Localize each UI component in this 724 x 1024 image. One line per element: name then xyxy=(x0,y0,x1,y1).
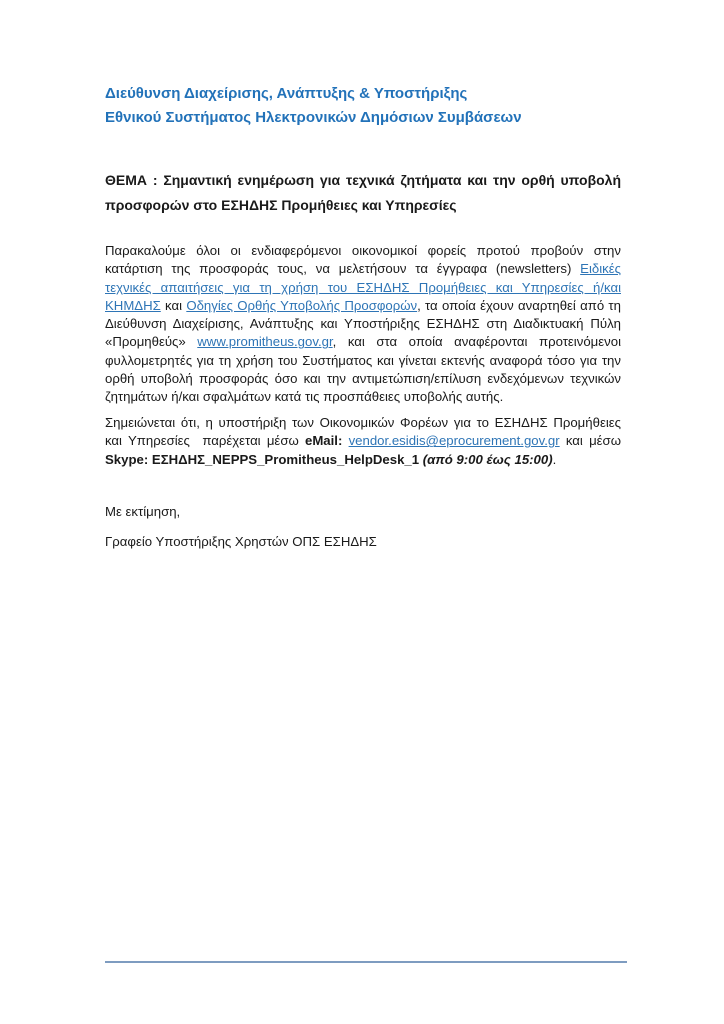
text-segment: (από 9:00 έως 15:00) xyxy=(422,451,553,467)
text-segment: . xyxy=(552,451,557,467)
letterhead-line-1: Διεύθυνση Διαχείρισης, Ανάπτυξης & Υποστήριξης xyxy=(105,85,468,102)
text-segment: και xyxy=(160,297,187,313)
link-vendor-esidis-email[interactable]: vendor.esidis@eprocurement.gov.gr xyxy=(348,433,560,449)
closing-signature: Γραφείο Υποστήριξης Χρηστών ΟΠΣ ΕΣΗΔΗΣ xyxy=(105,534,377,549)
link-odigies-orthis-ypovolis-prosforon[interactable]: Οδηγίες Ορθής Υποβολής Προσφορών xyxy=(186,297,418,313)
text-segment: Παρακαλούμε όλοι οι ενδιαφερόμενοι οικονομικοί φορείς προτού προβούν στην κατάρτιση της προσφοράς τους, να μελετήσουν τα έγγραφα (newsletters) xyxy=(105,243,621,277)
body-paragraph-2 xyxy=(105,414,621,469)
text-segment: και μέσω xyxy=(559,433,621,449)
letterhead xyxy=(105,82,621,130)
link-eidikes-texnikes-apaitiseis[interactable]: Ειδικές τεχνικές απαιτήσεις για τη χρήση του ΕΣΗΔΗΣ Προμήθειες και Υπηρεσίες ή/και ΚΗΜΔΗΣ xyxy=(105,261,621,313)
footer-divider xyxy=(105,961,627,963)
letterhead-line-2: Εθνικού Συστήματος Ηλεκτρονικών Δημόσιων Συμβάσεων xyxy=(105,109,522,126)
text-segment: , και στα οποία αναφέρονται προτεινόμενοι φυλλομετρητές για τη χρήση του Συστήματος και γίνεται εκτενής αναφορά τόσο για την ορθή υποβολή προσφοράς όσο και την αντιμετώπιση/επίλυση ενδεχόμενων τεχνικών ζητημάτων ή/και σφαλμάτων κατά τις προσπάθειες υποβολής αυτής. xyxy=(105,334,621,405)
text-segment: , τα οποία έχουν αναρτηθεί από τη Διεύθυνση Διαχείρισης, Ανάπτυξης και Υποστήριξης ΕΣΗΔΗΣ στη Διαδικτυακή Πύλη «Προμηθεύς» xyxy=(105,297,621,350)
text-segment: eMail: xyxy=(304,433,349,449)
body-paragraph-1 xyxy=(105,242,621,407)
closing-salutation: Με εκτίμηση, xyxy=(105,504,181,519)
text-segment: Skype: ΕΣΗΔΗΣ_NEPPS_Promitheus_HelpDesk_1 xyxy=(105,451,423,467)
text-segment: Σημειώνεται ότι, η υποστήριξη των Οικονομικών Φορέων για το ΕΣΗΔΗΣ Προμήθειες και Υπηρεσίες παρέχεται μέσω xyxy=(105,415,621,449)
subject-line: ΘΕΜΑ : Σημαντική ενημέρωση για τεχνικά ζητήματα και την ορθή υποβολή προσφορών στο ΕΣΗΔΗΣ Προμήθειες και Υπηρεσίες xyxy=(105,172,621,213)
link-promitheus-gov-gr[interactable]: www.promitheus.gov.gr xyxy=(197,334,333,350)
